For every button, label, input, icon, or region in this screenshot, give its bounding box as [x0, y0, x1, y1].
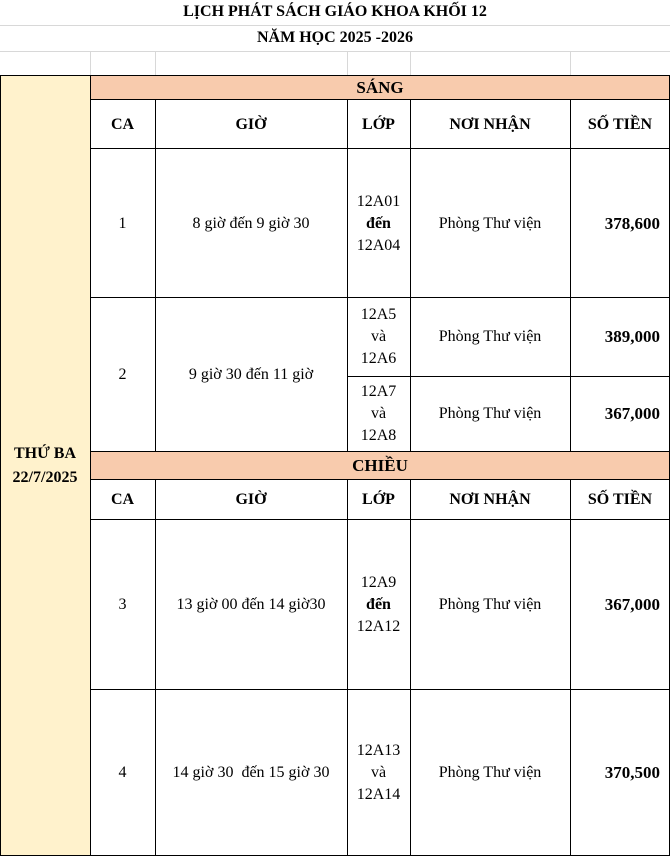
row2a-so-tien: 389,000 [604, 327, 660, 346]
row4-gio: 14 giờ 30 đến 15 giờ 30 [172, 764, 330, 781]
header-lop: LỚP [362, 115, 395, 133]
border [155, 99, 156, 452]
border [570, 479, 571, 856]
border [90, 689, 670, 690]
border [410, 99, 411, 452]
border [155, 479, 156, 856]
class-from: 12A5 [360, 306, 397, 323]
row4-so-tien: 370,500 [604, 763, 660, 782]
row3-lop [347, 520, 410, 690]
class-connector: và [370, 405, 387, 422]
header-ca: CA [110, 115, 135, 133]
class-connector: và [370, 764, 387, 781]
border [90, 519, 670, 520]
gridline [155, 51, 156, 76]
gridline [410, 51, 411, 76]
gridline [0, 25, 670, 26]
header-ca: CA [110, 491, 135, 508]
day-cell [0, 76, 90, 856]
header-noi-nhan: NƠI NHẬN [449, 491, 531, 508]
border [90, 148, 670, 149]
header-noi-nhan: NƠI NHẬN [449, 115, 531, 133]
row4-ca: 4 [118, 764, 127, 781]
border [0, 75, 670, 76]
class-from: 12A7 [360, 383, 397, 400]
class-connector: đến [366, 596, 391, 613]
class-from: 12A9 [360, 574, 397, 591]
row3-noi-nhan: Phòng Thư viện [438, 596, 542, 613]
row2a-noi-nhan: Phòng Thư viện [438, 328, 542, 345]
row4-lop [347, 690, 410, 856]
row4-noi-nhan: Phòng Thư viện [438, 764, 542, 781]
row1-so-tien: 378,600 [604, 213, 660, 233]
date: 22/7/2025 [12, 469, 78, 486]
row3-ca: 3 [118, 596, 127, 613]
border [347, 479, 348, 856]
gridline [347, 51, 348, 76]
border [90, 297, 670, 298]
border [90, 75, 91, 856]
gridline [90, 51, 91, 76]
row3-so-tien: 367,000 [604, 595, 660, 614]
row2-ca: 2 [118, 366, 127, 383]
row2b-so-tien: 367,000 [604, 404, 660, 423]
border [0, 75, 1, 856]
border [347, 99, 348, 452]
document-title: LỊCH PHÁT SÁCH GIÁO KHOA KHỐI 12 [183, 3, 487, 20]
header-gio: GIỜ [235, 115, 267, 133]
class-from: 12A13 [356, 742, 401, 759]
border [410, 479, 411, 856]
class-connector: và [370, 328, 387, 345]
row2a-lop [347, 298, 410, 376]
header-so-tien: SỐ TIỀN [587, 491, 653, 508]
row1-lop [347, 149, 410, 298]
border [90, 99, 670, 100]
class-to: 12A04 [356, 236, 401, 254]
session-afternoon: CHIỀU [90, 452, 670, 480]
session-morning: SÁNG [90, 76, 670, 100]
class-to: 12A6 [360, 350, 397, 367]
class-to: 12A14 [356, 786, 401, 803]
row2-gio: 9 giờ 30 đến 11 giờ [188, 366, 314, 383]
header-so-tien: SỐ TIỀN [587, 115, 653, 133]
class-to: 12A12 [356, 618, 401, 635]
row2b-lop [347, 376, 410, 452]
border [90, 479, 670, 480]
border [570, 99, 571, 452]
school-year: NĂM HỌC 2025 -2026 [257, 29, 413, 46]
row3-gio: 13 giờ 00 đến 14 giờ30 [176, 596, 326, 613]
gridline [570, 51, 571, 76]
header-lop: LỚP [362, 491, 395, 508]
class-to: 12A8 [360, 427, 397, 444]
row1-gio: 8 giờ đến 9 giờ 30 [192, 214, 310, 232]
class-from: 12A01 [356, 192, 401, 210]
row2b-noi-nhan: Phòng Thư viện [438, 405, 542, 422]
border [90, 451, 670, 452]
class-connector: đến [366, 214, 391, 232]
border [347, 376, 670, 377]
row1-ca: 1 [118, 214, 127, 232]
row1-noi-nhan: Phòng Thư viện [438, 214, 542, 232]
header-gio: GIỜ [235, 491, 267, 508]
weekday: THỨ BA [13, 445, 77, 462]
